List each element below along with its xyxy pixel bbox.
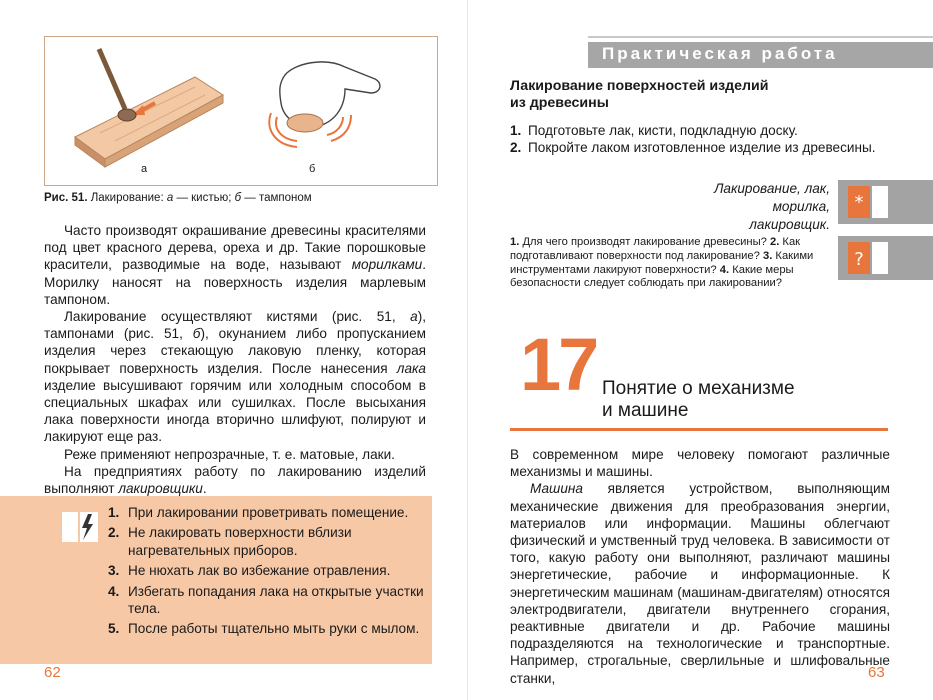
- lightning-warning-icon: [62, 510, 98, 544]
- rule-text: Не нюхать лак во избежание отравления.: [128, 563, 391, 579]
- figure-sub-b: б: [309, 163, 316, 175]
- safety-rule: [108, 562, 424, 579]
- chapter-number: 17: [520, 323, 597, 406]
- q2-text: Как подготавливают поверхности под лакирование?: [510, 236, 801, 262]
- caption-text-1: Лакирование:: [87, 192, 167, 204]
- figure-sub-a: а: [141, 163, 148, 175]
- paragraph-r1: В современном мире человеку помогают различные механизмы и машины.: [510, 447, 890, 480]
- asterisk-icon: [848, 186, 888, 218]
- rule-number: 5.: [108, 621, 120, 637]
- chapter-title-line-2: и машине: [602, 400, 689, 421]
- key-terms: [674, 180, 830, 234]
- practical-title-line-1: Лакирование поверхностей изделий: [510, 78, 769, 94]
- para2-c: ), окунанием либо пропусканием изделия через стекающую лаковую пленку, которая покрывает поверхность изделия. После нанесения: [44, 326, 426, 376]
- para2-em3: лака: [396, 360, 426, 376]
- rule-text: Не лакировать поверхности вблизи нагревательных приборов.: [128, 525, 352, 558]
- caption-text-3: — тампоном: [241, 192, 312, 204]
- review-questions: [510, 236, 832, 291]
- safety-rule: [108, 583, 424, 618]
- chapter-title: [602, 378, 795, 422]
- caption-a: а: [166, 192, 174, 204]
- para2-a: Лакирование осуществляют кистями (рис. 51,: [64, 309, 411, 325]
- q1-text: Для чего производят лакирование древесины?: [519, 236, 770, 248]
- page-number-left: 62: [44, 664, 61, 681]
- rule-number: 3.: [108, 563, 120, 579]
- q2-number: 2.: [769, 236, 780, 248]
- terms-line-2: морилка,: [772, 199, 830, 214]
- task-item: [510, 139, 888, 156]
- question-icon: [848, 242, 888, 274]
- practical-header-band: [588, 42, 933, 68]
- q3-text: Какими инструментами лакируют поверхности?: [510, 249, 814, 276]
- figure-51: [44, 36, 438, 186]
- q4-text: Какие меры безопасности следует соблюдать при лакировании?: [510, 263, 794, 290]
- paragraph-1: [44, 222, 426, 308]
- asterisk-glyph: *: [854, 192, 864, 213]
- para4-a: На предприятиях работу по лакированию изделий выполняют: [44, 463, 426, 497]
- task-number: 2.: [510, 140, 522, 155]
- paragraph-4: [44, 463, 426, 497]
- q1-number: 1.: [510, 236, 520, 248]
- para1-b: . Морилку наносят на поверхность изделия марлевым тампоном.: [44, 257, 426, 307]
- task-number: 1.: [510, 123, 522, 138]
- right-page: [467, 0, 933, 700]
- left-body-text: [44, 222, 426, 497]
- paragraph-2: [44, 308, 426, 446]
- terms-line-1: Лакирование, лак,: [714, 181, 830, 196]
- figure-caption: [44, 192, 312, 204]
- paragraph-3: Реже применяют непрозрачные, т. е. матовые, лаки.: [64, 446, 395, 462]
- para2-b: ), тампонами (рис. 51,: [44, 309, 426, 342]
- para1-a: Часто производят окрашивание древесины красителями под цвет красного дерева, ореха и др. Такие порошковые красители, разводимые на воде, называют: [44, 223, 426, 273]
- chapter-underline: [510, 428, 888, 431]
- practical-header: Практическая работа: [602, 44, 838, 63]
- lacquering-illustration: [45, 37, 439, 187]
- caption-label: Рис. 51.: [44, 192, 88, 204]
- caption-text-2: — кистью;: [173, 192, 235, 204]
- practical-title-line-2: из древесины: [510, 95, 609, 111]
- caption-b: б: [234, 192, 242, 204]
- terms-line-3: лакировщик.: [749, 217, 830, 232]
- para4-b: .: [202, 481, 207, 497]
- safety-rule: [108, 620, 424, 637]
- rule-number: 4.: [108, 583, 120, 599]
- task-text: Подготовьте лак, кисти, подкладную доску.: [528, 123, 798, 138]
- para2-em2: б: [192, 326, 201, 342]
- safety-rules-list: [108, 504, 424, 641]
- task-text: Покройте лаком изготовленное изделие из древесины.: [528, 140, 876, 155]
- para1-em: морилками: [351, 257, 423, 273]
- rule-text: После работы тщательно мыть руки с мылом.: [128, 621, 420, 637]
- para-r2-text: является устройством, выполняющим механические движения для преобразования энергии, материалов или информации. Машины облегчают физический и умственный труд человека. В зависимости от того, какую работу они выполняют, различают машины энергетические, рабочие и информационные. К энергетическим машинам (машинам-двигателям) относятся электродвигатели, двигатели внутреннего сгорания, реактивные двигатели и др. Рабочие машины подразделяются на технологические и транспортные. Например, строгальные, сверлильные и шлифовальные станки,: [510, 481, 890, 686]
- q4-number: 4.: [719, 263, 730, 276]
- task-item: [510, 122, 888, 139]
- rule-text: При лакировании проветривать помещение.: [128, 505, 409, 520]
- chapter-title-line-1: Понятие о механизме: [602, 378, 795, 399]
- practical-tasks: [510, 122, 888, 156]
- para2-em1: а: [410, 309, 418, 325]
- page-number-right: 63: [868, 664, 885, 681]
- para-r2-em: Машина: [530, 481, 583, 497]
- para2-d: изделие высушивают горячим или холодным способом в специальных шкафах или сушилках. После высыхания лака поверхности иногда вторично шлифуют, полируют и лакируют еще раз.: [44, 377, 426, 445]
- rule-number: 2.: [108, 525, 120, 541]
- practical-title: [510, 78, 769, 112]
- rule-text: Избегать попадания лака на открытые участки тела.: [128, 583, 424, 617]
- rule-number: 1.: [108, 505, 120, 520]
- paragraph-r2: [510, 480, 890, 686]
- para4-em: лакировщики: [118, 481, 203, 497]
- q3-number: 3.: [762, 249, 773, 262]
- safety-rule: [108, 504, 424, 521]
- safety-rule: [108, 524, 424, 559]
- practical-header-line: [588, 36, 933, 38]
- safety-rules-box: [0, 496, 432, 664]
- question-glyph: ?: [854, 249, 864, 270]
- right-body-text: [510, 446, 890, 687]
